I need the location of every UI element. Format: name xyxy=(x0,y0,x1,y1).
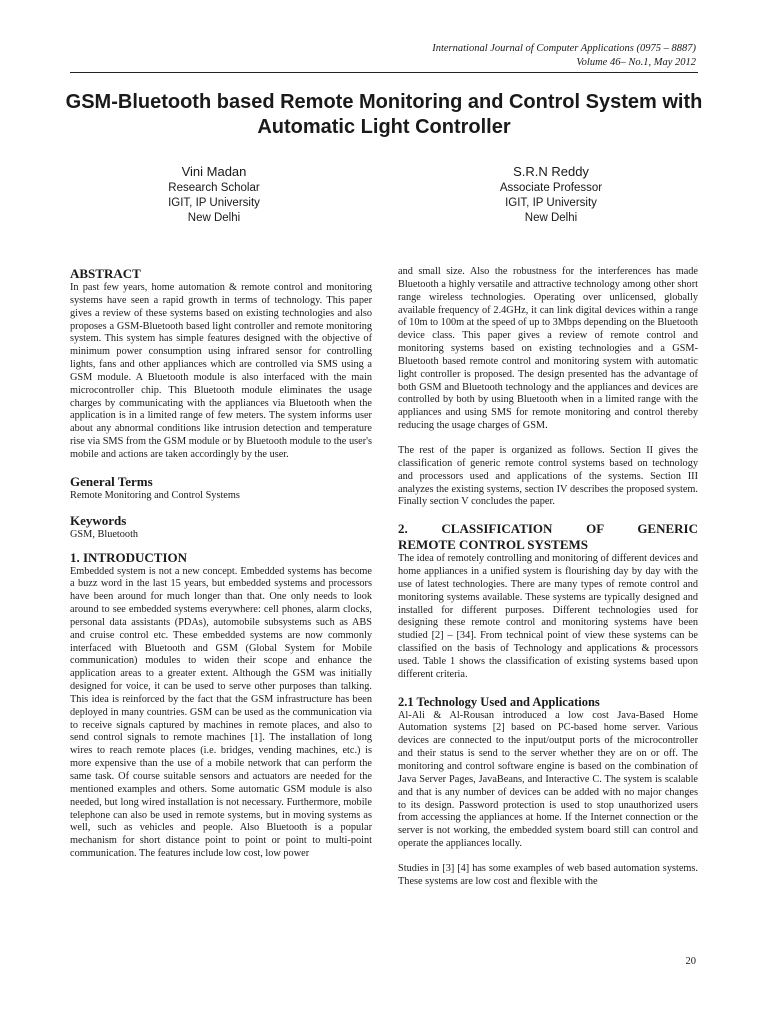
studies-text: Studies in [3] [4] has some examples of web based automation systems. These systems are low cost and flexible with the xyxy=(398,862,698,887)
journal-volume: Volume 46– No.1, May 2012 xyxy=(576,57,696,68)
abstract-text: In past few years, home automation & remote control and monitoring systems have seen a rapid growth in terms of technology. This paper gives a review of these systems based on existing technologies and also proposes a GSM-Bluetooth based light controller and remote monitoring system. This system has simple features designed with the objective of minimum power consumption using infrared sensor for controlling lights, fans and other appliances which are controlled via SMS using a GSM module. A Bluetooth module is also interfaced with the main microcontroller chip. This Bluetooth module eliminates the usage charges by communicating with the appliances via Bluetooth when the application is in a limited range of few meters. The system informs user about any abnormal conditions like intrusion detection and temperature rise via SMS from the GSM module or by Bluetooth module to the user's mobile and actions are taken accordingly by the user. xyxy=(70,282,372,460)
introduction-heading: 1. INTRODUCTION xyxy=(70,549,188,565)
subsection-text: Al-Ali & Al-Rousan introduced a low cost Java-Based Home Automation systems [2] based on PC-based home server. Various devices are connected to the input/output ports of the microcontroller and their status is send to the server whether they are on or off. The monitoring and control software engine is based on the combination of Java Server Pages, JavaBeans, and Interactive C. The system is scalable and that is any number of devices can be added with no major changes to its design. Password protection is used to stop unauthorized users from accessing the appliances at home. If the Internet connection or the server is not working, the embedded system board still can control and operate the appliances locally. xyxy=(398,709,698,850)
journal-header xyxy=(432,42,696,70)
author-role: Associate Professor xyxy=(499,182,603,194)
author-city: New Delhi xyxy=(524,212,578,224)
intro-continuation-text: and small size. Also the robustness for the interferences has made Bluetooth a highly versatile and attractive technology among other short range wireless technologies. Operating over unlicensed, globally available frequency of 2.4GHz, it can link digital devices within a range of 10m to 100m at the speed of up to 3Mbps depending on the Bluetooth device class. This paper gives a review of remote control and monitoring systems based on existing technologies and a GSM-Bluetooth based remote control and monitoring system with automatic light controller is proposed. The design presented has the advantage of both GSM and Bluetooth technology and the appliances and devices are controlled by both by using Bluetooth when in a limited range with the appliances and using SMS for remote monitoring and control thereby reducing the usage charges of GSM. xyxy=(398,266,698,432)
section2-text: The idea of remotely controlling and monitoring of different devices and home appliances in a unified system is flourishing day by day with the use of latest technologies. There are many types of remote control and monitoring systems available. These systems are typically designed and installed for different purposes. Different technologies used for designing these remote control and monitoring systems have been studied [2] – [34]. From technical point of view these systems can be classified on the basis of Technology and applications & processors used. Table 1 shows the classification of existing systems based upon different criteria. xyxy=(398,553,698,680)
author-2 xyxy=(431,164,671,226)
author-affiliation: IGIT, IP University xyxy=(168,197,260,209)
general-terms-text: Remote Monitoring and Control Systems xyxy=(70,489,240,501)
author-affiliation: IGIT, IP University xyxy=(505,197,597,209)
author-1 xyxy=(94,164,334,226)
section2-heading-line2: REMOTE CONTROL SYSTEMS xyxy=(398,537,588,553)
introduction-text: Embedded system is not a new concept. Embedded systems has become a buzz word in the last 15 years, but embedded systems and processors have been around for much longer than that. One only needs to look around to see embedded systems everywhere: cell phones, alarm clocks, personal data assistants (PDAs), automobile subsystems such as ABS and cruise control etc. These embedded systems are now commonly interfaced with Bluetooth and GSM (Global System for Mobile communication) modules to widen their scope and enhance the application areas to a greater extent. Although the GSM was initially designed for voice, it can be used to serve other purposes than talking. This idea is reinforced by the fact that the GSM infrastructure has been deployed in many countries. GSM can be used as the communication via to receive signals captured by machines in remote places, and also to send control signals to remote machines [1]. The installation of long wires to reach remote places (i.e. bridges, vending machines, etc.) is more expensive than the use of a mobile network that can perform the same task. Of course suitable sensors and actuators are needed for the mentioned examples and others. Some automatic GSM module is also needed, but long wired installation is not necessary. Furthermore, mobile telephone can also be used in remote systems, but in moving systems as well, such as vehicles and people. Also Bluetooth is a popular mechanism for short distance point to point or point to multi-point communication. The features include low cost, low power xyxy=(70,565,372,860)
page-number: 20 xyxy=(685,956,696,967)
right-column xyxy=(398,266,698,889)
journal-name: International Journal of Computer Applications (0975 – 8887) xyxy=(432,43,696,54)
author-city: New Delhi xyxy=(187,212,241,224)
keywords-text: GSM, Bluetooth xyxy=(70,528,139,540)
author-name: Vini Madan xyxy=(181,164,247,179)
organization-text: The rest of the paper is organized as follows. Section II gives the classification of generic remote control systems based on technology and processors used and applications of the systems. Section III analyzes the existing systems, section IV describes the proposed system. Finally section V concludes the paper. xyxy=(398,444,698,508)
abstract-heading: ABSTRACT xyxy=(70,266,141,281)
author-name: S.R.N Reddy xyxy=(513,164,589,179)
keywords-heading: Keywords xyxy=(70,512,127,528)
subsection-heading: 2.1 Technology Used and Applications xyxy=(398,694,600,709)
author-role: Research Scholar xyxy=(168,182,260,194)
left-column xyxy=(70,266,372,861)
section2-heading-line1: 2. CLASSIFICATION OF GENERIC xyxy=(398,521,698,537)
header-rule xyxy=(70,72,698,73)
paper-title: GSM-Bluetooth based Remote Monitoring and Control System with Automatic Light Controller xyxy=(65,91,703,138)
general-terms-heading: General Terms xyxy=(70,473,153,489)
